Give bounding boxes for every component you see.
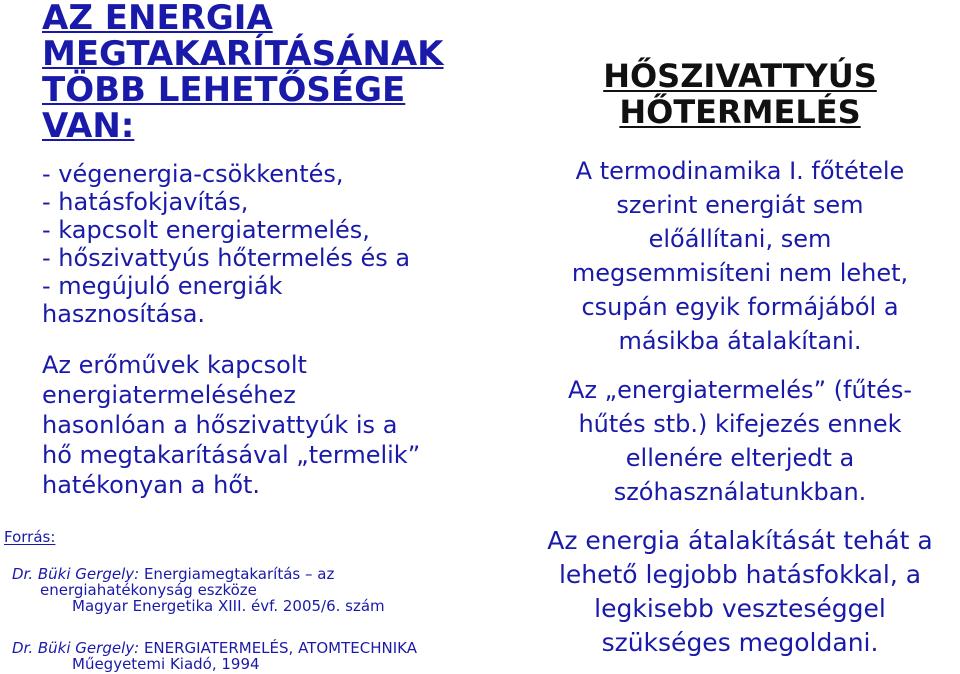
reference-line: energiahatékonyság eszköze (40, 581, 257, 599)
paragraph-line: Az energia átalakítását tehát a (547, 526, 933, 555)
paragraph-line: A termodinamika I. főtétele (575, 157, 905, 185)
paragraph-line: szükséges megoldani. (601, 628, 879, 657)
reference-line (12, 640, 417, 656)
reference-line (12, 566, 385, 582)
right-heading-line: HŐSZIVATTYÚS (603, 57, 877, 95)
reference-author: Dr. Büki Gergely: (12, 639, 140, 657)
paragraph-line: csupán egyik formájából a (581, 293, 899, 321)
list-item: hasznosítása. (42, 300, 206, 328)
paragraph-line: hasonlóan a hőszivattyúk is a (42, 411, 398, 439)
left-heading-line: AZ ENERGIA (42, 0, 273, 38)
right-heading-line: HŐTERMELÉS (619, 93, 861, 131)
list-item: - hőszivattyús hőtermelés és a (42, 244, 411, 272)
savings-options-list (42, 160, 502, 328)
paragraph-line: hatékonyan a hőt. (42, 471, 261, 499)
right-heading (520, 58, 960, 130)
terminology-paragraph (520, 373, 960, 509)
left-heading-line: VAN: (42, 106, 135, 146)
thermodynamics-paragraph (520, 154, 960, 358)
reference-1 (12, 566, 385, 614)
reference-title: ENERGIATERMELÉS, ATOMTECHNIKA (143, 639, 417, 657)
list-item: - megújuló energiák (42, 272, 283, 300)
paragraph-line: legkisebb veszteséggel (594, 594, 886, 623)
paragraph-line: lehető legjobb hatásfokkal, a (558, 560, 922, 589)
paragraph-line: Az „energiatermelés” (fűtés- (567, 376, 912, 404)
reference-line: Műegyetemi Kiadó, 1994 (72, 655, 260, 673)
paragraph-line: előállítani, sem (648, 225, 832, 253)
heat-pump-paragraph (42, 350, 512, 500)
list-item: - hatásfokjavítás, (42, 188, 249, 216)
paragraph-line: Az erőművek kapcsolt (42, 351, 307, 379)
paragraph-line: szóhasználatunkban. (613, 478, 867, 506)
left-heading-line: TÖBB LEHETŐSÉGE (42, 70, 406, 110)
reference-2 (12, 640, 417, 672)
paragraph-line: másikba átalakítani. (618, 327, 862, 355)
source-label: Forrás: (4, 528, 56, 546)
reference-line: Magyar Energetika XIII. évf. 2005/6. szám (72, 597, 385, 615)
paragraph-line: megsemmisíteni nem lehet, (571, 259, 909, 287)
paragraph-line: hűtés stb.) kifejezés ennek (578, 410, 902, 438)
left-heading-line: MEGTAKARÍTÁSÁNAK (42, 34, 444, 74)
left-heading (42, 0, 482, 144)
list-item: - végenergia-csökkentés, (42, 160, 344, 188)
list-item: - kapcsolt energiatermelés, (42, 216, 370, 244)
reference-author: Dr. Büki Gergely: (12, 565, 140, 583)
paragraph-line: energiatermeléséhez (42, 381, 296, 409)
reference-title: Energiamegtakarítás – az (143, 565, 335, 583)
conclusion-paragraph (520, 524, 960, 660)
paragraph-line: szerint energiát sem (616, 191, 864, 219)
paragraph-line: hő megtakarításával „termelik” (42, 441, 421, 469)
paragraph-line: ellenére elterjedt a (625, 444, 855, 472)
